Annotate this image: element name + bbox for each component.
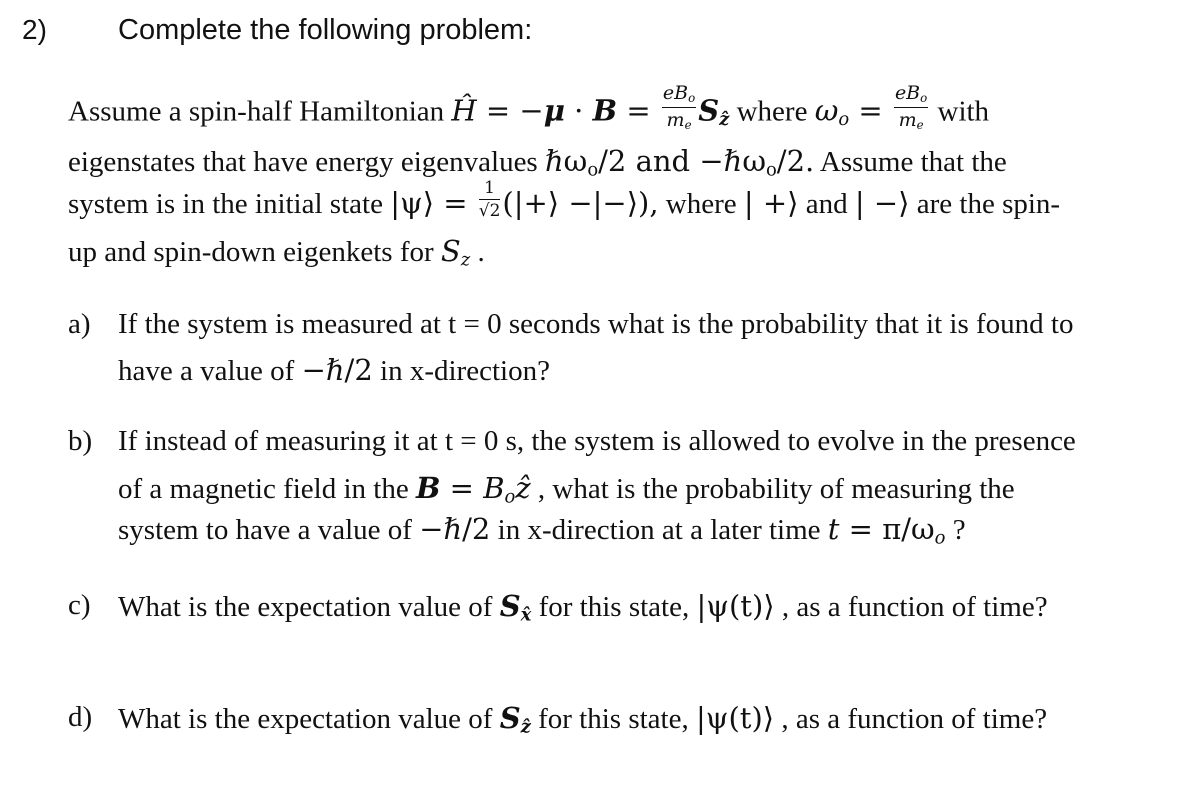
intro-line3-and: and <box>798 188 855 220</box>
omega-sub: o <box>838 108 850 130</box>
part-b-line3-tail: ? <box>945 514 966 546</box>
part-b-zhat: ẑ <box>515 471 531 505</box>
sz-sub: z <box>460 249 471 271</box>
fraction-one-over-root2 <box>479 180 501 220</box>
eigenvalue-positive-sub: o <box>587 159 599 181</box>
part-a-tail: in x-direction? <box>372 355 550 387</box>
mu-symbol: μ <box>543 93 565 128</box>
part-b-line-1: If instead of measuring it at t = 0 s, the system is allowed to evolve in the presence <box>118 425 1076 457</box>
intro-text: Assume a spin-half Hamiltonian <box>68 95 452 128</box>
spin-operator-sub: ẑ <box>719 108 730 130</box>
part-a-line-2 <box>118 353 550 388</box>
intro-where: where <box>729 95 815 128</box>
eigenvalue-negative: −ℏω <box>699 144 766 178</box>
intro-line4-tail: . <box>470 236 485 268</box>
sz-symbol: S <box>440 234 461 268</box>
spin-operator: S <box>698 93 720 128</box>
eigenvalue-negative-tail: /2. <box>776 144 815 178</box>
part-b-line-3 <box>118 512 966 548</box>
part-d-text: What is the expectation value of <box>118 703 500 735</box>
frac2-denominator-sub: e <box>916 117 924 132</box>
frac-numerator: eB <box>662 82 689 104</box>
part-c-mid: for this state, <box>531 591 697 623</box>
intro-with: with <box>930 95 990 128</box>
part-b-time-sub: o <box>934 527 946 549</box>
fraction-eb-me <box>662 84 696 131</box>
eigenvalue-negative-sub: o <box>765 159 777 181</box>
intro-line2-text: eigenstates that have energy eigenvalues <box>68 146 545 178</box>
part-d-label: d) <box>68 701 93 733</box>
spin-down-ket: | −⟩ <box>854 186 910 220</box>
part-d-sz: S <box>499 701 521 735</box>
part-d-line-1 <box>118 701 1047 737</box>
eigenvalue-positive-tail: /2 <box>598 144 627 178</box>
equals: = <box>617 93 660 128</box>
part-b-text: of a magnetic field in the <box>118 473 416 505</box>
intro-line4-text: up and spin-down eigenkets for <box>68 236 441 268</box>
part-b-line-2 <box>118 471 1015 507</box>
frac2-denominator: m <box>898 108 917 131</box>
part-b-b0: B <box>483 471 505 505</box>
fraction-eb-me-2 <box>894 84 928 131</box>
part-c-sx: S <box>499 589 521 623</box>
frac3-numerator: 1 <box>479 180 501 200</box>
part-d-mid: for this state, <box>530 703 696 735</box>
part-b-tail: , what is the probability of measuring the <box>530 473 1015 505</box>
intro-line-3 <box>68 178 1061 226</box>
intro-line2-tail: Assume that the <box>814 146 1007 178</box>
part-d-sz-sub: ẑ <box>520 716 531 738</box>
omega-symbol: ω <box>814 93 839 128</box>
part-b-value: −ℏ/2 <box>419 512 491 546</box>
superposition-kets: (|+⟩ −|−⟩), <box>502 186 659 220</box>
part-b-line3-text: system to have a value of <box>118 514 420 546</box>
part-a-value: −ℏ/2 <box>301 353 373 387</box>
part-b-label: b) <box>68 425 93 457</box>
part-a-text: have a value of <box>118 355 302 387</box>
initial-state-ket: |ψ⟩ = <box>390 186 477 220</box>
frac-denominator: m <box>666 108 685 131</box>
part-b-equals: = <box>440 471 484 505</box>
frac2-numerator: eB <box>894 82 921 104</box>
part-b-line3-mid: in x-direction at a later time <box>490 514 828 546</box>
spin-up-ket: | +⟩ <box>743 186 799 220</box>
problem-number: 2) <box>22 14 47 45</box>
b-field-symbol: B <box>592 93 618 128</box>
problem-heading: Complete the following problem: <box>118 14 533 46</box>
dot-operator: · <box>564 93 593 128</box>
frac2-numerator-sub: o <box>920 90 928 105</box>
part-a-label: a) <box>68 308 91 340</box>
part-c-sx-sub: x̂ <box>520 604 532 626</box>
part-c-label: c) <box>68 589 91 621</box>
part-d-tail: , as a function of time? <box>774 703 1048 735</box>
eigenvalue-positive: ℏω <box>544 144 588 178</box>
part-a-line-1: If the system is measured at t = 0 seconds what is the probability that it is found to <box>118 308 1074 340</box>
intro-line-1 <box>68 82 990 137</box>
intro-line3-tail: are the spin- <box>909 188 1061 220</box>
part-c-ket: |ψ(t)⟩ <box>696 589 775 623</box>
intro-line3-where: where <box>658 188 744 220</box>
intro-line2-and: and <box>626 144 700 178</box>
part-b-field: B <box>415 471 441 505</box>
intro-line-4 <box>68 234 485 270</box>
part-c-text: What is the expectation value of <box>118 591 500 623</box>
intro-line-2 <box>68 144 1007 180</box>
frac3-denominator: √2 <box>478 201 501 222</box>
frac-denominator-sub: e <box>684 117 692 132</box>
equals-minus: = − <box>476 93 544 128</box>
part-c-line-1 <box>118 589 1048 625</box>
intro-line3-text: system is in the initial state <box>68 188 391 220</box>
part-b-time: t <box>827 512 840 546</box>
part-c-tail: , as a function of time? <box>774 591 1048 623</box>
frac-numerator-sub: o <box>688 90 696 105</box>
hamiltonian-symbol: Ĥ <box>451 93 477 128</box>
part-b-time-eq: = π/ω <box>839 512 935 546</box>
part-b-b0-sub: o <box>504 486 516 508</box>
equals-2: = <box>849 93 892 128</box>
part-d-ket: |ψ(t)⟩ <box>695 701 775 735</box>
